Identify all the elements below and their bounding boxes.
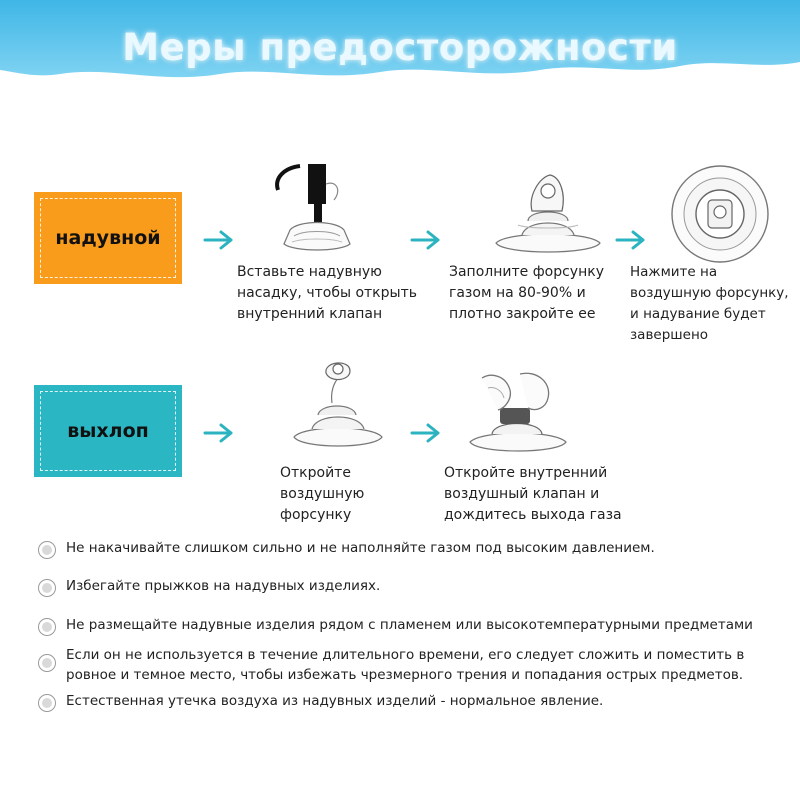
- bullet-icon: [38, 541, 56, 559]
- open-valve-illustration: [288, 355, 388, 455]
- deflate-step-1-text: Откройте воздушную форсунку: [280, 465, 365, 523]
- inflate-step-3-text: Нажмите на воздушную форсунку, и надувание будет завершено: [630, 264, 789, 343]
- deflate-label: выхлоп: [67, 420, 149, 442]
- list-item: Не накачивайте слишком сильно и не наполняйте газом под высоким давлением.: [38, 538, 778, 559]
- list-item: Избегайте прыжков на надувных изделиях.: [38, 576, 778, 597]
- arrow-right-icon: [615, 229, 649, 251]
- closed-valve-illustration: [488, 165, 608, 260]
- bullet-icon: [38, 579, 56, 597]
- inflate-step-1-text: Вставьте надувную насадку, чтобы открыть внутренний клапан: [237, 264, 417, 322]
- pump-nozzle-illustration: [270, 160, 360, 260]
- header-banner: [0, 0, 800, 110]
- bullet-icon: [38, 618, 56, 636]
- page-title: Меры предосторожности: [122, 26, 678, 69]
- arrow-right-icon: [410, 229, 444, 251]
- bullet-icon: [38, 654, 56, 672]
- arrow-right-icon: [203, 229, 237, 251]
- deflate-label-box: [34, 385, 182, 477]
- list-item: Не размещайте надувные изделия рядом с пламенем или высокотемпературными предметами: [38, 615, 778, 636]
- arrow-right-icon: [203, 422, 237, 444]
- arrow-right-icon: [410, 422, 444, 444]
- inflate-label: надувной: [55, 227, 161, 249]
- bullet-icon: [38, 694, 56, 712]
- list-item: Естественная утечка воздуха из надувных изделий - нормальное явление.: [38, 691, 778, 712]
- inflate-step-2-text: Заполните форсунку газом на 80-90% и плотно закройте ее: [449, 264, 604, 322]
- inflate-label-box: [34, 192, 182, 284]
- precautions-list: [38, 538, 778, 712]
- list-item: Если он не используется в течение длительного времени, его следует сложить и поместить в ровное и темное место, чтобы избежать чрезмерного трения и попадания острых предметов.: [38, 645, 778, 685]
- pressed-valve-illustration: [668, 162, 772, 266]
- deflate-step-2-text: Откройте внутренний воздушный клапан и дождитесь выхода газа: [444, 465, 622, 523]
- squeeze-valve-illustration: [462, 368, 572, 458]
